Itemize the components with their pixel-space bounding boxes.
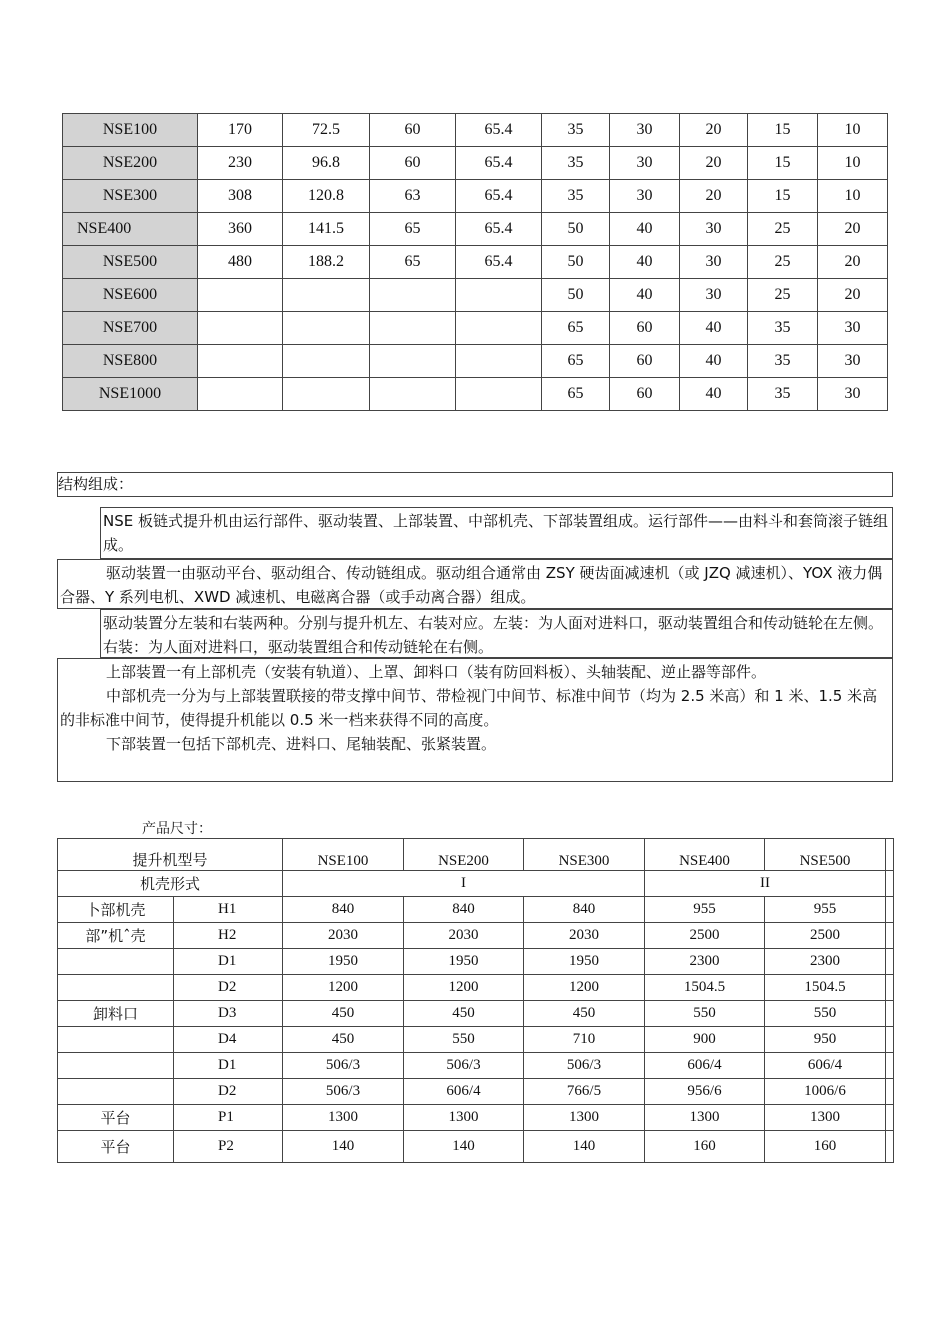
value-cell: 308 [198,180,283,213]
value-cell: 35 [542,180,610,213]
dimension-value-cell: 450 [404,1001,524,1027]
value-cell [370,279,456,312]
dimensions-table [57,838,894,1163]
value-cell: 25 [748,246,818,279]
value-cell: 35 [748,378,818,411]
value-cell: 65 [370,213,456,246]
dimension-value-cell: 450 [283,1001,404,1027]
model-cell: NSE300 [524,839,645,871]
value-cell: 65 [542,345,610,378]
model-cell: NSE700 [63,312,198,345]
value-cell: 188.2 [283,246,370,279]
value-cell: 480 [198,246,283,279]
dimension-value-cell: 1006/6 [765,1079,886,1105]
dimension-value-cell: 1300 [645,1105,765,1131]
spec-row [63,279,888,312]
value-cell: 30 [818,345,888,378]
value-cell: 65.4 [456,213,542,246]
edge-cell [886,897,894,923]
structure-paragraph-1 [100,507,893,559]
structure-text-4: 上部装置一有上部机壳（安装有轨道）、上罩、卸料口（装有防回料板）、头轴装配、逆止器等部件。 [106,663,767,681]
dimension-value-cell: 606/4 [645,1053,765,1079]
dimension-row [58,1053,894,1079]
edge-cell [886,1079,894,1105]
dimension-row [58,975,894,1001]
value-cell [456,312,542,345]
value-cell: 15 [748,147,818,180]
value-cell: 230 [198,147,283,180]
value-cell: 35 [542,147,610,180]
dimension-value-cell: 506/3 [283,1053,404,1079]
group-cell [58,975,174,1001]
dimension-value-cell: 840 [283,897,404,923]
value-cell [283,279,370,312]
code-cell: D1 [174,1053,283,1079]
edge-cell [886,871,894,897]
value-cell: 40 [610,246,680,279]
code-cell: H1 [174,897,283,923]
value-cell: 20 [818,246,888,279]
dimension-value-cell: 2030 [524,923,645,949]
structure-text-5: 中部机壳一分为与上部装置联接的带支撑中间节、带检视门中间节、标准中间节（均为 2.5 米高）和 1 米、1.5 米高的非标准中间节，使得提升机能以 0.5 米一档来获得不同的高度。 [60,687,878,729]
value-cell: 65 [542,378,610,411]
value-cell: 30 [610,180,680,213]
value-cell: 60 [610,312,680,345]
value-cell: 360 [198,213,283,246]
structure-paragraph-4 [57,658,893,782]
code-cell: D2 [174,975,283,1001]
value-cell [456,378,542,411]
value-cell: 96.8 [283,147,370,180]
dimension-value-cell: 506/3 [524,1053,645,1079]
value-cell [370,378,456,411]
value-cell: 50 [542,213,610,246]
group-cell [58,1079,174,1105]
value-cell: 20 [818,213,888,246]
value-cell: 35 [542,114,610,147]
code-cell: P2 [174,1131,283,1163]
dimension-value-cell: 140 [404,1131,524,1163]
value-cell: 60 [370,147,456,180]
value-cell [198,312,283,345]
dimension-value-cell: 2030 [404,923,524,949]
value-cell: 10 [818,180,888,213]
edge-cell [886,1001,894,1027]
value-cell: 50 [542,246,610,279]
dimension-value-cell: 160 [645,1131,765,1163]
dimensions-caption: 产品尺寸： [142,821,212,837]
value-cell [456,345,542,378]
model-cell: NSE500 [63,246,198,279]
edge-cell [886,1131,894,1163]
dimension-row [58,1131,894,1163]
group-cell [58,1053,174,1079]
structure-text-3: 驱动装置分左装和右装两种。分别与提升机左、右装对应。左装：为人面对进料口，驱动装置组合和传动链轮在左侧。右装：为人面对进料口，驱动装置组合和传动链轮在右侧。 [103,614,884,656]
dimension-value-cell: 955 [645,897,765,923]
value-cell: 141.5 [283,213,370,246]
value-cell: 65 [370,246,456,279]
group-cell: 卸料口 [58,1001,174,1027]
dimension-value-cell: 2500 [765,923,886,949]
value-cell: 30 [818,312,888,345]
code-cell: D1 [174,949,283,975]
dimensions-rows [58,897,894,1163]
model-label: 提升机型号 [58,839,283,871]
value-cell: 60 [370,114,456,147]
housing-type-2: II [645,871,886,897]
group-cell: 部”机ˆ壳 [58,923,174,949]
model-cell: NSE400 [645,839,765,871]
value-cell [283,378,370,411]
structure-text-1: NSE 板链式提升机由运行部件、驱动装置、上部装置、中部机壳、下部装置组成。运行部件——由料斗和套筒滚子链组成。 [103,512,888,554]
dimension-value-cell: 1300 [524,1105,645,1131]
value-cell: 50 [542,279,610,312]
dimension-value-cell: 2300 [645,949,765,975]
value-cell: 63 [370,180,456,213]
value-cell: 40 [610,213,680,246]
dimension-value-cell: 900 [645,1027,765,1053]
value-cell: 65.4 [456,114,542,147]
value-cell: 30 [610,114,680,147]
value-cell: 10 [818,114,888,147]
value-cell: 65.4 [456,180,542,213]
dimension-value-cell: 550 [645,1001,765,1027]
value-cell: 20 [680,147,748,180]
value-cell: 30 [680,279,748,312]
dimension-value-cell: 160 [765,1131,886,1163]
spec-row [63,147,888,180]
value-cell: 15 [748,114,818,147]
value-cell: 60 [610,345,680,378]
structure-paragraph-3 [100,609,893,658]
dimension-value-cell: 1200 [524,975,645,1001]
value-cell [198,378,283,411]
value-cell: 20 [818,279,888,312]
value-cell: 170 [198,114,283,147]
spec-row [63,312,888,345]
code-cell: H2 [174,923,283,949]
spec-row [63,114,888,147]
dimension-value-cell: 140 [283,1131,404,1163]
dimension-value-cell: 1200 [283,975,404,1001]
value-cell: 30 [818,378,888,411]
dimension-row [58,1027,894,1053]
model-cell: NSE600 [63,279,198,312]
dimension-value-cell: 1504.5 [765,975,886,1001]
value-cell: 25 [748,279,818,312]
dimension-value-cell: 766/5 [524,1079,645,1105]
value-cell: 35 [748,345,818,378]
code-cell: P1 [174,1105,283,1131]
model-cell: NSE100 [63,114,198,147]
dimension-value-cell: 2300 [765,949,886,975]
value-cell [283,345,370,378]
dimension-value-cell: 1950 [524,949,645,975]
dimension-value-cell: 550 [404,1027,524,1053]
value-cell: 25 [748,213,818,246]
value-cell [456,279,542,312]
structure-text-6: 下部装置一包括下部机壳、进料口、尾轴装配、张紧装置。 [106,735,497,753]
value-cell: 20 [680,180,748,213]
spec-row [63,213,888,246]
model-row [58,839,894,871]
dimension-row [58,1105,894,1131]
value-cell: 65.4 [456,147,542,180]
dimension-value-cell: 710 [524,1027,645,1053]
dimension-value-cell: 1200 [404,975,524,1001]
value-cell: 10 [818,147,888,180]
structure-heading-text: 结构组成： [58,475,134,493]
dimension-value-cell: 450 [524,1001,645,1027]
value-cell [198,345,283,378]
model-cell: NSE800 [63,345,198,378]
dimension-value-cell: 550 [765,1001,886,1027]
housing-row [58,871,894,897]
edge-cell [886,1053,894,1079]
code-cell: D2 [174,1079,283,1105]
dimension-value-cell: 1300 [404,1105,524,1131]
dimensions-table-body [58,839,894,897]
value-cell: 30 [610,147,680,180]
group-cell: 平台 [58,1131,174,1163]
value-cell: 60 [610,378,680,411]
spec-table [62,113,888,411]
model-cell: NSE200 [404,839,524,871]
dimension-value-cell: 1504.5 [645,975,765,1001]
dimension-value-cell: 140 [524,1131,645,1163]
model-cell: NSE500 [765,839,886,871]
model-cell: NSE400 [63,213,198,246]
edge-cell [886,1027,894,1053]
edge-cell [886,839,894,871]
dimension-value-cell: 2500 [645,923,765,949]
model-cell: NSE200 [63,147,198,180]
dimension-row [58,949,894,975]
spec-row [63,246,888,279]
dimension-row [58,923,894,949]
edge-cell [886,975,894,1001]
group-cell: 卜部机壳 [58,897,174,923]
structure-paragraph-2 [57,559,893,609]
value-cell [370,345,456,378]
edge-cell [886,949,894,975]
value-cell: 30 [680,213,748,246]
value-cell: 65 [542,312,610,345]
edge-cell [886,923,894,949]
dimension-value-cell: 606/4 [404,1079,524,1105]
dimension-value-cell: 606/4 [765,1053,886,1079]
group-cell [58,949,174,975]
value-cell: 40 [680,312,748,345]
model-cell: NSE1000 [63,378,198,411]
dimension-value-cell: 955 [765,897,886,923]
model-cell: NSE300 [63,180,198,213]
model-cell: NSE100 [283,839,404,871]
dimension-value-cell: 1300 [283,1105,404,1131]
value-cell [283,312,370,345]
group-cell: 平台 [58,1105,174,1131]
spec-row [63,378,888,411]
dimension-value-cell: 840 [524,897,645,923]
dimension-value-cell: 450 [283,1027,404,1053]
code-cell: D3 [174,1001,283,1027]
code-cell: D4 [174,1027,283,1053]
value-cell: 30 [680,246,748,279]
value-cell: 20 [680,114,748,147]
spec-row [63,180,888,213]
housing-type-1: I [283,871,645,897]
dimension-value-cell: 1950 [283,949,404,975]
housing-label: 机壳形式 [58,871,283,897]
spec-table-body [63,114,888,411]
dimension-value-cell: 506/3 [283,1079,404,1105]
dimension-value-cell: 1950 [404,949,524,975]
dimension-row [58,1001,894,1027]
value-cell: 120.8 [283,180,370,213]
structure-heading [57,472,893,497]
value-cell: 40 [680,378,748,411]
structure-text-2: 驱动装置一由驱动平台、驱动组合、传动链组成。驱动组合通常由 ZSY 硬齿面减速机（或 JZQ 减速机）、YOX 液力偶合器、Y 系列电机、XWD 减速机、电磁离合器（或手动离合器）组成。 [60,564,883,606]
value-cell [198,279,283,312]
dimension-row [58,897,894,923]
value-cell: 15 [748,180,818,213]
group-cell [58,1027,174,1053]
value-cell [370,312,456,345]
value-cell: 40 [680,345,748,378]
value-cell: 35 [748,312,818,345]
value-cell: 65.4 [456,246,542,279]
dimension-value-cell: 956/6 [645,1079,765,1105]
edge-cell [886,1105,894,1131]
value-cell: 40 [610,279,680,312]
dimension-row [58,1079,894,1105]
dimension-value-cell: 2030 [283,923,404,949]
dimension-value-cell: 1300 [765,1105,886,1131]
dimension-value-cell: 950 [765,1027,886,1053]
value-cell: 72.5 [283,114,370,147]
dimension-value-cell: 840 [404,897,524,923]
spec-row [63,345,888,378]
dimension-value-cell: 506/3 [404,1053,524,1079]
